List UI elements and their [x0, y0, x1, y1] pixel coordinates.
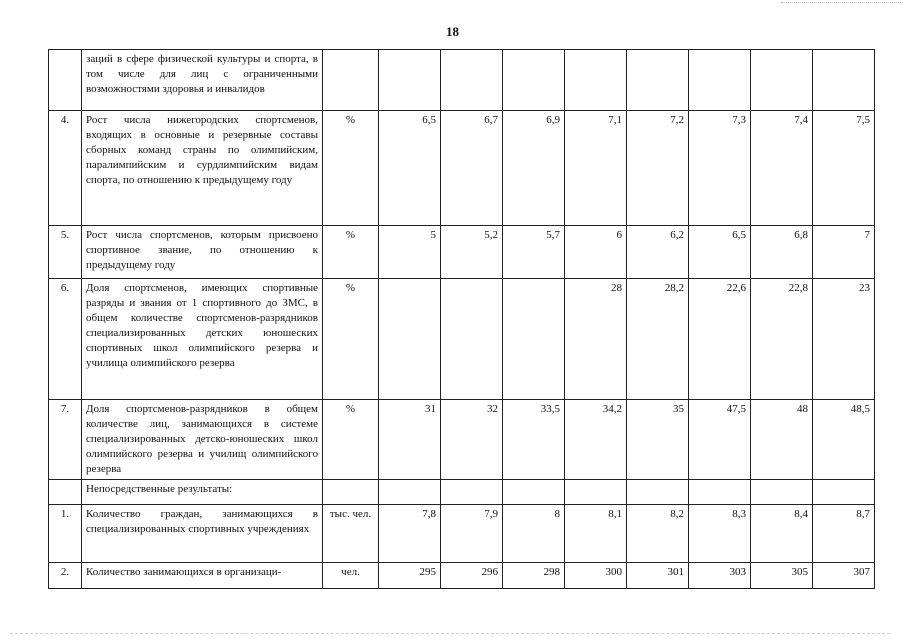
value-cell: 8,4 — [751, 505, 813, 563]
value-cell: 300 — [565, 563, 627, 589]
table-row — [49, 563, 875, 589]
table-row — [49, 50, 875, 111]
value-cell: 22,6 — [689, 279, 751, 400]
value-cell — [503, 279, 565, 400]
value-cell: 7 — [813, 226, 875, 279]
value-cell: 5 — [379, 226, 441, 279]
value-cell: 8 — [503, 505, 565, 563]
row-number — [49, 50, 82, 111]
value-cell: 6,2 — [627, 226, 689, 279]
value-cell — [627, 50, 689, 111]
unit-cell: тыс. чел. — [323, 505, 379, 563]
row-number: 2. — [49, 563, 82, 589]
value-cell: 8,2 — [627, 505, 689, 563]
value-cell: 7,3 — [689, 111, 751, 226]
value-cell: 35 — [627, 400, 689, 480]
value-cell — [751, 480, 813, 505]
indicator-description: Рост числа нижегородских спортсменов, входящих в основные и резервные составы сборных команд страны по олимпийским, паралимпийским и сурдлимпийским видам спорта, по отношению к предыдущему году — [82, 111, 323, 226]
value-cell: 7,4 — [751, 111, 813, 226]
value-cell: 303 — [689, 563, 751, 589]
value-cell — [441, 279, 503, 400]
table-row — [49, 400, 875, 480]
value-cell: 5,7 — [503, 226, 565, 279]
value-cell: 23 — [813, 279, 875, 400]
table-row — [49, 111, 875, 226]
value-cell: 6,9 — [503, 111, 565, 226]
unit-cell: % — [323, 400, 379, 480]
value-cell: 48 — [751, 400, 813, 480]
value-cell — [565, 480, 627, 505]
value-cell: 32 — [441, 400, 503, 480]
value-cell: 301 — [627, 563, 689, 589]
table-row — [49, 226, 875, 279]
row-number: 4. — [49, 111, 82, 226]
indicator-description: Доля спортсменов-разрядников в общем количестве лиц, занимающихся в системе специализированных детско-юношеских школ олимпийского резерва и училищ олимпийского резерва — [82, 400, 323, 480]
indicator-description: Доля спортсменов, имеющих спортивные разряды и звания от 1 спортивного до ЗМС, в общем количестве спортсменов-разрядников специализированных детских юношеских спортивных школ олимпийского резерва и училища олимпийского резерва — [82, 279, 323, 400]
unit-cell: % — [323, 111, 379, 226]
value-cell: 6,5 — [689, 226, 751, 279]
value-cell: 22,8 — [751, 279, 813, 400]
scan-artifact-line — [781, 2, 901, 3]
value-cell — [813, 480, 875, 505]
value-cell: 31 — [379, 400, 441, 480]
row-number: 6. — [49, 279, 82, 400]
value-cell: 305 — [751, 563, 813, 589]
value-cell — [441, 50, 503, 111]
value-cell: 8,3 — [689, 505, 751, 563]
value-cell: 296 — [441, 563, 503, 589]
value-cell — [627, 480, 689, 505]
table-row — [49, 480, 875, 505]
value-cell: 5,2 — [441, 226, 503, 279]
unit-cell — [323, 480, 379, 505]
row-number — [49, 480, 82, 505]
value-cell: 6,7 — [441, 111, 503, 226]
row-number: 7. — [49, 400, 82, 480]
unit-cell — [323, 50, 379, 111]
scan-artifact-bottom — [10, 633, 890, 634]
value-cell — [379, 480, 441, 505]
unit-cell: чел. — [323, 563, 379, 589]
indicator-description: заций в сфере физической культуры и спорта, в том числе для лиц с ограниченными возможностями здоровья и инвалидов — [82, 50, 323, 111]
indicators-table — [48, 49, 875, 589]
page-number: 18 — [446, 24, 459, 39]
value-cell: 6,8 — [751, 226, 813, 279]
value-cell — [565, 50, 627, 111]
value-cell: 7,1 — [565, 111, 627, 226]
table-row — [49, 279, 875, 400]
table-row — [49, 505, 875, 563]
value-cell: 298 — [503, 563, 565, 589]
value-cell — [813, 50, 875, 111]
indicator-description: Рост числа спортсменов, которым присвоено спортивное звание, по отношению к предыдущему году — [82, 226, 323, 279]
indicator-description: Количество граждан, занимающихся в специализированных спортивных учреждениях — [82, 505, 323, 563]
value-cell — [503, 480, 565, 505]
value-cell: 47,5 — [689, 400, 751, 480]
value-cell: 6,5 — [379, 111, 441, 226]
row-number: 1. — [49, 505, 82, 563]
value-cell: 7,8 — [379, 505, 441, 563]
unit-cell: % — [323, 226, 379, 279]
value-cell — [379, 50, 441, 111]
value-cell — [689, 480, 751, 505]
value-cell: 8,1 — [565, 505, 627, 563]
value-cell: 28 — [565, 279, 627, 400]
value-cell — [689, 50, 751, 111]
value-cell: 33,5 — [503, 400, 565, 480]
value-cell: 28,2 — [627, 279, 689, 400]
indicator-description: Непосредственные результаты: — [82, 480, 323, 505]
unit-cell: % — [323, 279, 379, 400]
value-cell: 34,2 — [565, 400, 627, 480]
value-cell: 6 — [565, 226, 627, 279]
value-cell — [503, 50, 565, 111]
value-cell: 48,5 — [813, 400, 875, 480]
value-cell — [751, 50, 813, 111]
value-cell: 8,7 — [813, 505, 875, 563]
value-cell — [441, 480, 503, 505]
value-cell: 7,2 — [627, 111, 689, 226]
row-number: 5. — [49, 226, 82, 279]
value-cell — [379, 279, 441, 400]
value-cell: 295 — [379, 563, 441, 589]
value-cell: 7,5 — [813, 111, 875, 226]
value-cell: 307 — [813, 563, 875, 589]
value-cell: 7,9 — [441, 505, 503, 563]
indicator-description: Количество занимающихся в организаци- — [82, 563, 323, 589]
